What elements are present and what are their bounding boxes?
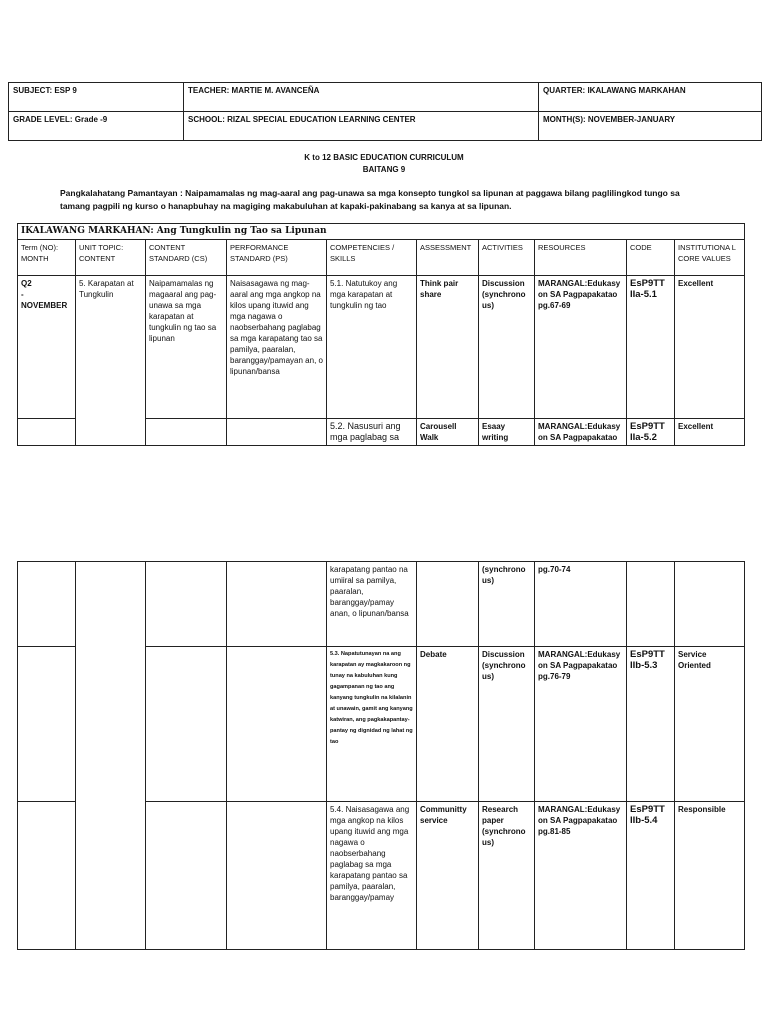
values-cell: Service Oriented: [675, 647, 745, 802]
resources-cell: MARANGAL:Edukasy on SA Pagpapakatao pg.81-85: [535, 802, 627, 950]
assessment-cell: Communitty service: [417, 802, 479, 950]
curriculum-title: K to 12 BASIC EDUCATION CURRICULUM: [304, 153, 464, 162]
subject-cell: SUBJECT: ESP 9: [9, 83, 184, 112]
grade-level-cell: GRADE LEVEL: Grade -9: [9, 112, 184, 141]
activities-cell: Discussion (synchrono us): [479, 276, 535, 419]
assessment-cell: [417, 562, 479, 647]
table-row: [18, 276, 745, 419]
resources-cell: MARANGAL:Edukasy on SA Pagpapakatao pg.76-79: [535, 647, 627, 802]
col-assessment: ASSESSMENT: [417, 240, 479, 276]
ps-cell: [227, 419, 327, 446]
table-row: [18, 562, 745, 647]
col-resources: RESOURCES: [535, 240, 627, 276]
competency-cell: 5.4. Naisasagawa ang mga angkop na kilos upang ituwid ang mga nagawa o naobserbahang paglabag sa mga karapatang pantao sa pamilya, paaralan, baranggay/pamay: [327, 802, 417, 950]
resources-cell: pg.70-74: [535, 562, 627, 647]
code-cell: [627, 562, 675, 647]
header-table: [8, 82, 762, 141]
term-cell: Q2 - NOVEMBER: [18, 276, 76, 419]
code-cell: EsP9TT IIb-5.4: [627, 802, 675, 950]
topic-cell: 5. Karapatan at Tungkulin: [76, 276, 146, 446]
column-header-row: [18, 240, 745, 276]
activities-cell: Research paper (synchrono us): [479, 802, 535, 950]
competency-cell: 5.3. Napatutunayan na ang karapatan ay magkakaroon ng tunay na kabuluhan kung gagampanan ng tao ang kanyang tungkulin na kilalanin at unawain, gamit ang kanyang katwiran, ang pagkakapantay-pantay ng dignidad ng lahat ng tao: [327, 647, 417, 802]
competency-cell: karapatang pantao na umiiral sa pamilya, paaralan, baranggay/pamay anan, o lipunan/bansa: [327, 562, 417, 647]
cs-cell: [146, 802, 227, 950]
cs-cell: [146, 647, 227, 802]
term-cell: [18, 562, 76, 647]
curriculum-table-page-2: [17, 561, 745, 950]
ps-cell: [227, 802, 327, 950]
topic-cell: [76, 562, 146, 950]
assessment-cell: Carousell Walk: [417, 419, 479, 446]
assessment-cell: Debate: [417, 647, 479, 802]
col-term: Term (NO): MONTH: [18, 240, 76, 276]
term-cell: [18, 802, 76, 950]
col-code: CODE: [627, 240, 675, 276]
term-cell: [18, 647, 76, 802]
activities-cell: (synchrono us): [479, 562, 535, 647]
ps-cell: Naisasagawa ng mag-aaral ang mga angkop na kilos upang ituwid ang mga nagawa o naobserbahang paglabag sa mga karapatang tao sa pamilya, paaralan, baranggay/pamayan an, o lipunan/bansa: [227, 276, 327, 419]
col-values: INSTITUTIONA L CORE VALUES: [675, 240, 745, 276]
col-ps: PERFORMANCE STANDARD (PS): [227, 240, 327, 276]
curriculum-table-page-1: [17, 223, 745, 446]
school-cell: SCHOOL: RIZAL SPECIAL EDUCATION LEARNING CENTER: [184, 112, 539, 141]
col-cs: CONTENT STANDARD (CS): [146, 240, 227, 276]
values-cell: Excellent: [675, 419, 745, 446]
grade-title: BAITANG 9: [362, 165, 406, 174]
term-cell: [18, 419, 76, 446]
values-cell: Responsible: [675, 802, 745, 950]
col-competencies: COMPETENCIES / SKILLS: [327, 240, 417, 276]
resources-cell: MARANGAL:Edukasy on SA Pagpapakatao pg.67-69: [535, 276, 627, 419]
quarter-heading: IKALAWANG MARKAHAN: Ang Tungkulin ng Tao sa Lipunan: [18, 224, 745, 240]
quarter-cell: QUARTER: IKALAWANG MARKAHAN: [539, 83, 762, 112]
teacher-cell: TEACHER: MARTIE M. AVANCEÑA: [184, 83, 539, 112]
competency-cell: 5.1. Natutukoy ang mga karapatan at tungkulin ng tao: [327, 276, 417, 419]
code-cell: EsP9TT IIa-5.1: [627, 276, 675, 419]
resources-cell: MARANGAL:Edukasy on SA Pagpapakatao: [535, 419, 627, 446]
cs-cell: [146, 419, 227, 446]
col-topic: UNIT TOPIC: CONTENT: [76, 240, 146, 276]
competency-cell: 5.2. Nasusuri ang mga paglabag sa: [327, 419, 417, 446]
ps-cell: [227, 647, 327, 802]
col-activities: ACTIVITIES: [479, 240, 535, 276]
cs-cell: Naipamamalas ng magaaral ang pag-unawa sa mga karapatan at tungkulin ng tao sa lipunan: [146, 276, 227, 419]
values-cell: [675, 562, 745, 647]
general-standard: Pangkalahatang Pamantayan : Naipamamalas ng mag-aaral ang pag-unawa sa mga konsepto tungkol sa lipunan at paggawa bilang paglilingkod tungo sa tamang pagpili ng kurso o hanapbuhay na magiging makabuluhan at kapaki-pakinabang sa kanya at sa lipunan.: [60, 188, 680, 211]
code-cell: EsP9TT IIb-5.3: [627, 647, 675, 802]
assessment-cell: Think pair share: [417, 276, 479, 419]
ps-cell: [227, 562, 327, 647]
activities-cell: Discussion (synchrono us): [479, 647, 535, 802]
values-cell: Excellent: [675, 276, 745, 419]
cs-cell: [146, 562, 227, 647]
code-cell: EsP9TT IIa-5.2: [627, 419, 675, 446]
activities-cell: Esaay writing: [479, 419, 535, 446]
months-cell: MONTH(S): NOVEMBER-JANUARY: [539, 112, 762, 141]
